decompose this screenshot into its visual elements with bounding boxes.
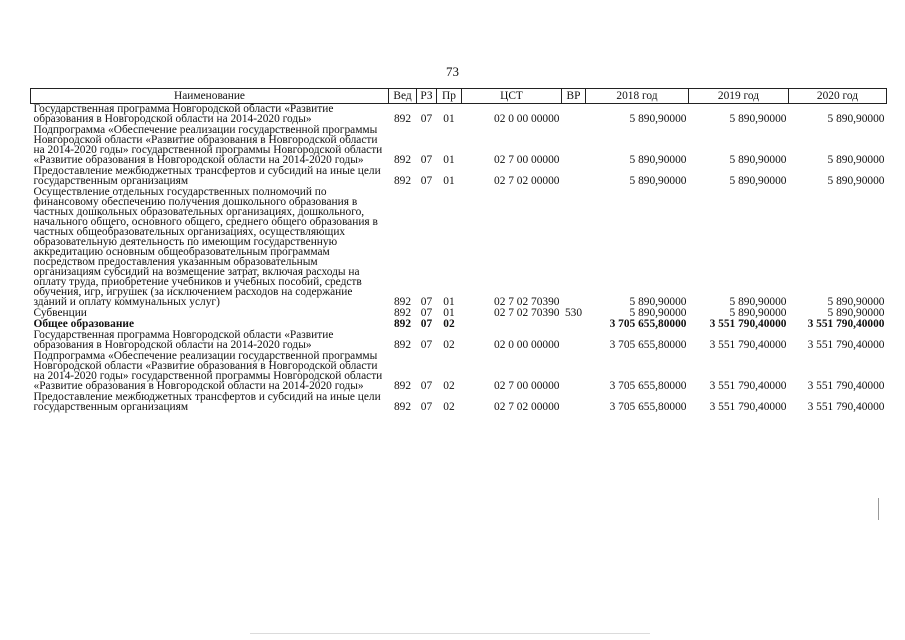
cell-ved: 892 <box>393 401 412 413</box>
cell-pr: 01 <box>443 307 455 319</box>
cell-vr <box>562 166 586 187</box>
cell-pr: 02 <box>443 339 455 351</box>
cell-ved: 892 <box>393 154 412 166</box>
cell-2019: 5 890,90000 <box>729 113 787 125</box>
cell-ved: 892 <box>393 296 412 308</box>
header-2020: 2020 год <box>789 89 887 104</box>
cell-2019: 5 890,90000 <box>729 307 787 319</box>
cell-vr <box>562 187 586 308</box>
header-2018: 2018 год <box>586 89 689 104</box>
cell-pr: 01 <box>443 113 455 125</box>
cell-2020: 3 551 790,40000 <box>807 401 885 413</box>
cell-2018: 5 890,90000 <box>629 154 687 166</box>
scan-artifact <box>250 633 650 634</box>
cell-pr: 01 <box>443 154 455 166</box>
cell-ved: 892 <box>393 113 412 125</box>
cell-2020: 5 890,90000 <box>827 307 885 319</box>
cell-cst: 02 0 00 00000 <box>494 113 560 125</box>
cell-cst <box>462 319 562 330</box>
cell-cst: 02 7 02 00000 <box>494 175 560 187</box>
cell-pr: 01 <box>443 296 455 308</box>
cell-ved: 892 <box>393 318 412 330</box>
cell-2020: 5 890,90000 <box>827 175 885 187</box>
table-row <box>31 351 887 392</box>
header-cst: ЦСТ <box>462 89 562 104</box>
cell-rz: 07 <box>420 113 433 125</box>
cell-2018: 5 890,90000 <box>629 113 687 125</box>
cell-vr <box>562 330 586 351</box>
table-row <box>31 392 887 413</box>
cell-name: Подпрограмма «Обеспечение реализации государственной программы Новгородской области «Развитие образования в Новгородской области на 2014-2020 годы» государственной программы Новгородской области «Развитие образования в Новгородской области на 2014-2020 годы» <box>33 124 383 166</box>
table-row <box>31 125 887 166</box>
header-name: Наименование <box>31 89 389 104</box>
header-ved: Вед <box>389 89 417 104</box>
table-row <box>31 104 887 126</box>
cell-name: Государственная программа Новгородской области «Развитие образования в Новгородской области на 2014-2020 годы» <box>33 103 334 125</box>
header-rz: РЗ <box>417 89 437 104</box>
cell-cst: 02 7 00 00000 <box>494 380 560 392</box>
cell-name: Общее образование <box>33 318 135 330</box>
header-vr: ВР <box>562 89 586 104</box>
cell-ved: 892 <box>393 339 412 351</box>
cell-cst: 02 7 02 70390 <box>494 307 560 319</box>
cell-ved: 892 <box>393 307 412 319</box>
cell-vr <box>562 351 586 392</box>
cell-cst: 02 7 02 00000 <box>494 401 560 413</box>
cell-2019: 5 890,90000 <box>729 175 787 187</box>
cell-2020: 5 890,90000 <box>827 154 885 166</box>
cell-2018: 3 705 655,80000 <box>609 339 687 351</box>
cell-2019: 3 551 790,40000 <box>709 401 787 413</box>
cell-rz: 07 <box>420 401 433 413</box>
cell-rz: 07 <box>420 154 433 166</box>
cell-name: Субвенции <box>33 307 87 319</box>
cell-rz: 07 <box>420 175 433 187</box>
cell-2018: 3 705 655,80000 <box>609 318 687 330</box>
cell-2020: 3 551 790,40000 <box>807 380 885 392</box>
cell-vr <box>562 319 586 330</box>
cell-ved: 892 <box>393 380 412 392</box>
cell-2019: 3 551 790,40000 <box>709 339 787 351</box>
cell-name: Государственная программа Новгородской области «Развитие образования в Новгородской области на 2014-2020 годы» <box>33 329 334 351</box>
scan-artifact <box>878 498 879 520</box>
cell-vr <box>562 392 586 413</box>
table-row <box>31 330 887 351</box>
cell-2019: 5 890,90000 <box>729 154 787 166</box>
cell-2020: 3 551 790,40000 <box>807 318 885 330</box>
cell-2018: 5 890,90000 <box>629 296 687 308</box>
cell-rz: 07 <box>420 307 433 319</box>
table-body <box>31 104 887 414</box>
header-2019: 2019 год <box>689 89 789 104</box>
table-header-row <box>31 89 887 104</box>
cell-name: Предоставление межбюджетных трансфертов и субсидий на иные цели государственным организациям <box>33 165 381 187</box>
cell-name: Подпрограмма «Обеспечение реализации государственной программы Новгородской области «Развитие образования в Новгородской области на 2014-2020 годы» государственной программы Новгородской области «Развитие образования в Новгородской области на 2014-2020 годы» <box>33 350 383 392</box>
cell-2018: 3 705 655,80000 <box>609 380 687 392</box>
cell-rz: 07 <box>420 339 433 351</box>
cell-pr: 02 <box>443 380 455 392</box>
cell-pr: 02 <box>443 318 455 330</box>
cell-name: Предоставление межбюджетных трансфертов и субсидий на иные цели государственным организациям <box>33 391 381 413</box>
cell-2019: 3 551 790,40000 <box>709 318 787 330</box>
cell-2019: 5 890,90000 <box>729 296 787 308</box>
cell-vr <box>562 104 586 126</box>
cell-2018: 5 890,90000 <box>629 307 687 319</box>
cell-2018: 3 705 655,80000 <box>609 401 687 413</box>
cell-name: Осуществление отдельных государственных полномочий по финансовому обеспечению получения дошкольного образования в частных дошкольных образовательных организациях, дошкольного, начального общего, основного общего, среднего общего образования в частных общеобразовательных организациях, осуществляющих образовательную деятельность по имеющим государственную аккредитацию основным общеобразовательным программам посредством предоставления указанным образовательным организациям субсидий на возмещение затрат, включая расходы на оплату труда, приобретение учебников и учебных пособий, средств обучения, игр, игрушек (за исключением расходов на содержание зданий и оплату коммунальных услуг) <box>33 186 378 308</box>
cell-2018: 5 890,90000 <box>629 175 687 187</box>
cell-cst: 02 7 02 70390 <box>494 296 560 308</box>
cell-cst: 02 0 00 00000 <box>494 339 560 351</box>
cell-rz: 07 <box>420 296 433 308</box>
cell-2020: 3 551 790,40000 <box>807 339 885 351</box>
budget-table <box>30 88 887 413</box>
cell-2020: 5 890,90000 <box>827 113 885 125</box>
cell-2019: 3 551 790,40000 <box>709 380 787 392</box>
cell-rz: 07 <box>420 380 433 392</box>
cell-vr: 530 <box>564 307 583 319</box>
cell-rz: 07 <box>420 318 433 330</box>
cell-cst: 02 7 00 00000 <box>494 154 560 166</box>
table-row <box>31 187 887 308</box>
table-row <box>31 166 887 187</box>
page-number: 73 <box>446 64 459 79</box>
cell-vr <box>562 125 586 166</box>
cell-pr: 01 <box>443 175 455 187</box>
header-pr: Пр <box>437 89 462 104</box>
cell-pr: 02 <box>443 401 455 413</box>
cell-2020: 5 890,90000 <box>827 296 885 308</box>
cell-ved: 892 <box>393 175 412 187</box>
